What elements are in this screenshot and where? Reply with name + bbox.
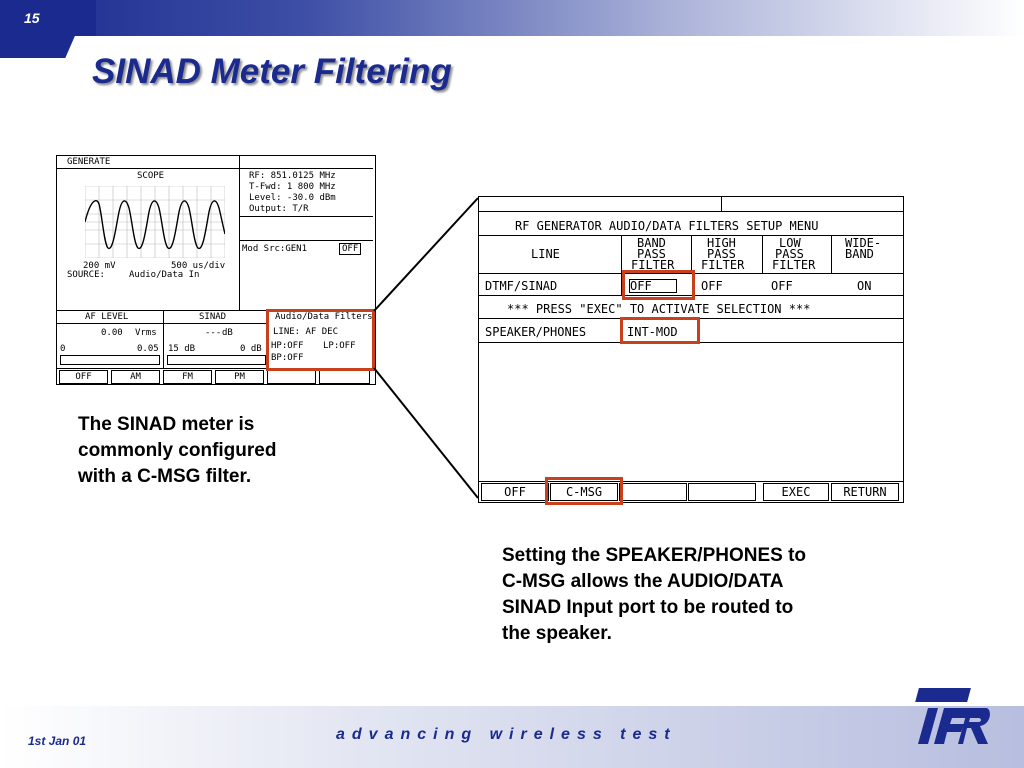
col-high-pass-1: HIGH [707,236,736,250]
row-dtmf-label: DTMF/SINAD [485,279,558,293]
softkey-return[interactable]: RETURN [831,483,899,501]
sinad-scale-max: 0 dB [240,344,262,354]
filters-lp: LP:OFF [323,341,356,351]
right-caption-line-4: the speaker. [502,623,612,644]
sinad-scale-min: 15 dB [168,344,196,354]
scope-source-value: Audio/Data In [129,270,200,280]
row-dtmf-wideband[interactable]: ON [857,279,872,293]
softkey-am[interactable]: AM [111,370,160,384]
left-caption [78,412,276,490]
exec-notice: *** PRESS "EXEC" TO ACTIVATE SELECTION *** [507,302,811,316]
af-level-value: 0.00 [101,328,123,338]
left-caption-line-1: The SINAD meter is [78,414,255,435]
col-line-header: LINE [531,247,560,261]
col-low-pass-3: FILTER [772,258,816,272]
col-low-pass-1: LOW [779,236,801,250]
af-level-scale-max: 0.05 [137,344,159,354]
slide-title: SINAD Meter Filtering [92,52,452,91]
left-caption-line-3: with a C-MSG filter. [78,466,252,487]
softkey-blank-4[interactable] [688,483,756,501]
af-level-unit: Vrms [135,328,157,338]
footer-date: 1st Jan 01 [28,734,87,748]
col-wideband-2: BAND [845,247,874,261]
filters-title: Audio/Data Filters [275,312,373,322]
band-pass-highlight [622,270,695,300]
t-fwd: T-Fwd: 1 800 MHz [249,182,336,192]
right-caption-line-2: C-MSG allows the AUDIO/DATA [502,571,784,592]
c-msg-highlight [545,477,623,505]
sinad-title: SINAD [199,312,227,322]
right-caption [502,543,806,647]
row-dtmf-band-pass[interactable]: OFF [629,279,677,293]
footer-tagline: advancing wireless test [336,726,677,743]
mod-src-label: Mod Src:GEN1 [242,244,308,254]
filters-bp: BP:OFF [271,353,304,363]
speaker-value-highlight [620,317,700,344]
page-number: 15 [24,10,40,26]
af-level-title: AF LEVEL [85,312,129,322]
col-low-pass-2: PASS [775,247,804,261]
col-band-pass-2: PASS [637,247,666,261]
right-caption-line-3: SINAD Input port to be routed to [502,597,794,618]
mod-src-state[interactable]: OFF [339,243,361,255]
softkey-off[interactable]: OFF [481,483,549,501]
softkey-blank-3[interactable] [619,483,687,501]
col-high-pass-2: PASS [707,247,736,261]
right-caption-line-1: Setting the SPEAKER/PHONES to [502,545,807,566]
rf-frequency: RF: 851.0125 MHz [249,171,336,181]
row-dtmf-high-pass[interactable]: OFF [701,279,723,293]
rf-level: Level: -30.0 dBm [249,193,336,203]
softkey-off[interactable]: OFF [59,370,108,384]
filters-hp: HP:OFF [271,341,304,351]
row-dtmf-low-pass[interactable]: OFF [771,279,793,293]
softkey-fm[interactable]: FM [163,370,212,384]
softkey-c-msg[interactable]: C-MSG [550,483,618,501]
sinad-unit: dB [222,328,233,338]
filters-menu-title: RF GENERATOR AUDIO/DATA FILTERS SETUP MENU [515,219,819,233]
left-caption-line-2: commonly configured [78,440,277,461]
softkey-pm[interactable]: PM [215,370,264,384]
sinad-value: --- [205,328,222,338]
rf-output: Output: T/R [249,204,309,214]
col-high-pass-3: FILTER [701,258,745,272]
scope-scale-left: 200 mV [83,261,116,271]
af-level-scale-min: 0 [60,344,66,354]
scope-source-label: SOURCE: [67,270,105,280]
ifr-logo [914,684,990,754]
filters-setup-screen [478,196,904,503]
speaker-phones-label: SPEAKER/PHONES [485,325,587,339]
col-band-pass-3: FILTER [631,258,675,272]
col-band-pass-1: BAND [637,236,666,250]
col-wideband-1: WIDE- [845,236,882,250]
scope-scale-right: 500 us/div [171,261,226,271]
filters-line: LINE: AF DEC [273,327,339,337]
speaker-phones-value[interactable]: INT-MOD [627,325,678,339]
scope-title: SCOPE [137,171,165,181]
generate-header: GENERATE [67,157,111,167]
softkey-exec[interactable]: EXEC [763,483,829,501]
